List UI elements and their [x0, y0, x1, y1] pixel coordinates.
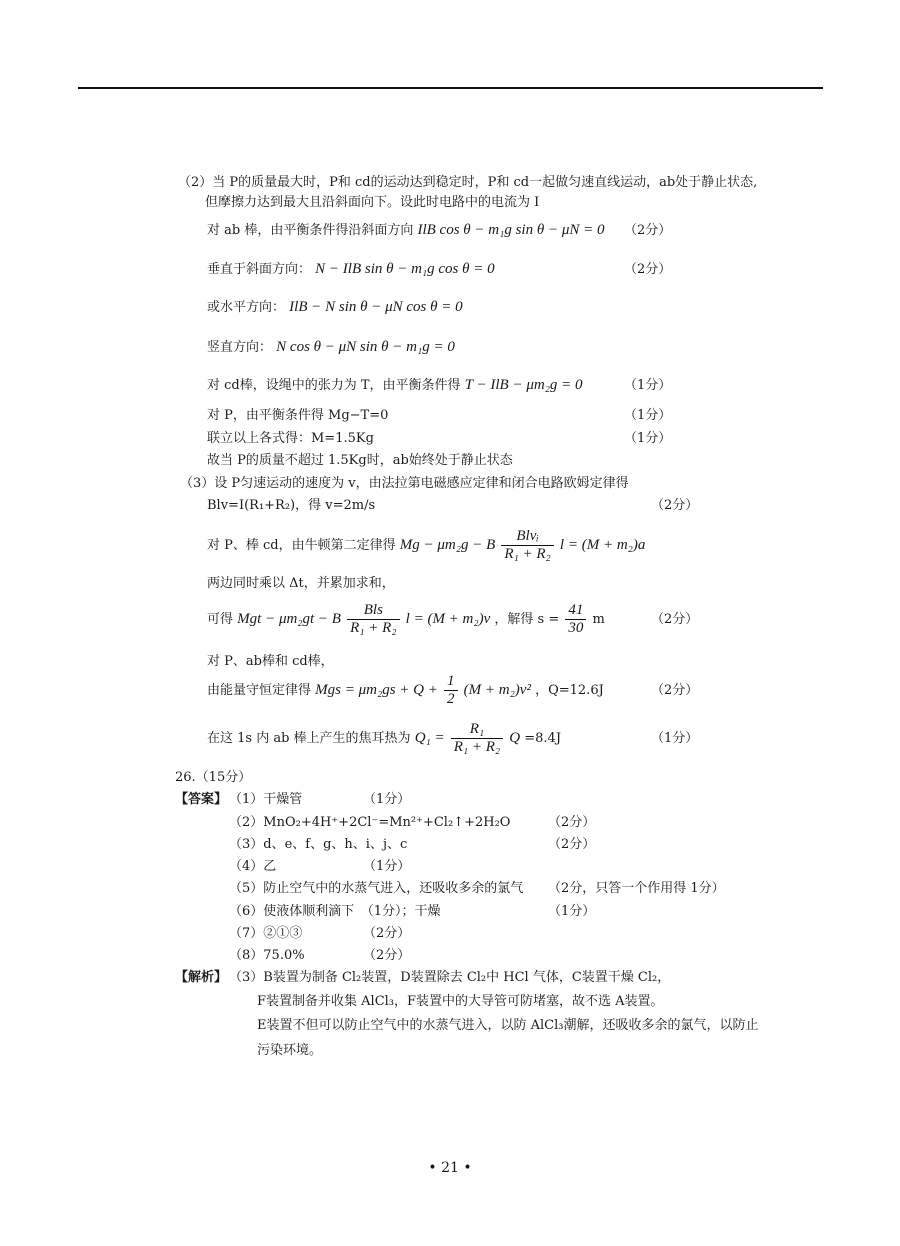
fraction-denominator: R₁ + R₂ [453, 739, 501, 755]
energy-rhs: (M + m₂)v² [463, 682, 531, 698]
points-badge: （1分） [548, 904, 596, 919]
q-value: ，Q=12.6J [535, 683, 604, 698]
fraction-numerator: Blvᵢ [501, 528, 553, 546]
points-badge: （1分） [624, 378, 672, 393]
analysis-line: F装置制备并收集 AlCl₃，F装置中的大导管可防堵塞，故不选 A装置。 [257, 994, 664, 1009]
multiply-line: 两边同时乘以 Δt，并累加求和， [207, 576, 395, 591]
joule-label: 在这 1s 内 ab 棒上产生的焦耳热为 [207, 731, 411, 746]
horizontal-row [207, 299, 463, 316]
newton-row [207, 527, 645, 564]
newton-label: 对 P、棒 cd，由牛顿第二定律得 [207, 538, 396, 553]
equation-vertical: N cos θ − μN sin θ − m₁g = 0 [276, 339, 455, 355]
q26-header: 26.（15分） [175, 770, 252, 785]
answer-item: （8）75.0% [229, 948, 305, 963]
joule-lhs: Q₁ = [414, 730, 445, 746]
joule-row [207, 720, 561, 757]
half-fraction [444, 673, 458, 708]
objects-line: 对 P、ab棒和 cd棒， [207, 654, 334, 669]
analysis-line: （3）B装置为制备 Cl₂装置，D装置除去 Cl₂中 HCl 气体，C装置干燥 Cl₂， [229, 970, 671, 985]
fraction-numerator: Bls [347, 602, 399, 620]
part3-intro: （3）设 P匀速运动的速度为 v，由法拉第电磁感应定律和闭合电路欧姆定律得 [180, 476, 629, 491]
equation-along-slope: IlB cos θ − m₁g sin θ − μN = 0 [417, 222, 605, 238]
answer-item: （2）MnO₂+4H⁺+2Cl⁻=Mn²⁺+Cl₂↑+2H₂O [229, 815, 511, 830]
analysis-line: 污染环境。 [257, 1043, 323, 1058]
joule-value: =8.4J [524, 731, 562, 746]
sum-label: 可得 [207, 612, 234, 627]
points-badge: （2分） [548, 815, 596, 830]
energy-lhs: Mgs = μm₂gs + Q + [315, 682, 438, 698]
p-equilibrium-line: 对 P，由平衡条件得 Mg−T=0 [207, 408, 389, 423]
points-badge: （2分） [548, 837, 596, 852]
fraction-numerator: 1 [444, 673, 458, 691]
header-rule [78, 87, 823, 89]
newton-lhs: Mg − μm₂g − B [399, 537, 496, 553]
fraction-numerator: 41 [565, 602, 586, 620]
sum-rhs: l = (M + m₂)v [405, 611, 491, 627]
fraction-denominator: R₁ + R₂ [504, 546, 551, 562]
analysis-tag: 【解析】 [175, 970, 228, 985]
part2-intro-line1: （2）当 P的质量最大时，P和 cd的运动达到稳定时，P和 cd一起做匀速直线运动，ab处于静止状态, [178, 175, 758, 190]
points-badge: （2分） [624, 262, 672, 277]
points-badge: （1分） [363, 792, 411, 807]
points-badge: （1分） [624, 431, 672, 446]
answer-item: （1）干燥管 [229, 792, 303, 807]
cd-row [207, 377, 583, 394]
energy-label: 由能量守恒定律得 [207, 683, 312, 698]
perp-label: 垂直于斜面方向： [207, 262, 312, 277]
fraction-denominator: R₁ + R₂ [350, 620, 397, 636]
points-badge: （2分） [651, 498, 699, 513]
perpendicular-row [207, 261, 495, 278]
vert-label: 竖直方向： [207, 340, 273, 355]
points-badge: （1分） [651, 731, 699, 746]
ab-equilibrium-row [207, 222, 605, 239]
equation-horizontal: IlB − N sin θ − μN cos θ = 0 [289, 299, 463, 315]
points-badge: （2分） [363, 926, 411, 941]
page-number: • 21 • [428, 1160, 472, 1176]
conclusion-line: 故当 P的质量不超过 1.5Kg时，ab始终处于静止状态 [207, 453, 513, 468]
points-badge: （2分） [651, 683, 699, 698]
newton-rhs: l = (M + m₂)a [559, 537, 646, 553]
points-badge: （2分） [624, 223, 672, 238]
solve-label: ，解得 s = [494, 612, 560, 627]
answer-item: （7）②①③ [229, 926, 303, 941]
s-unit: m [592, 612, 605, 627]
equation-cd: T − IlB − μm₂g = 0 [464, 377, 583, 393]
analysis-line: E装置不但可以防止空气中的水蒸气进入，以防 AlCl₃潮解，还吸收多余的氯气，以防止 [257, 1018, 759, 1033]
points-badge: （1分） [363, 859, 411, 874]
velocity-line: Blv=I(R₁+R₂)，得 v=2m/s [207, 498, 376, 513]
points-badge: （1分） [624, 408, 672, 423]
points-badge: （2分） [363, 948, 411, 963]
answer-item: （5）防止空气中的水蒸气进入，还吸收多余的氯气 [229, 881, 524, 896]
horiz-label: 或水平方向： [207, 300, 286, 315]
fraction-numerator: R₁ [451, 721, 503, 739]
energy-row [207, 672, 604, 709]
answer-item: （6）使液体顺利滴下 （1分）；干燥 [229, 904, 441, 919]
s-fraction [565, 602, 586, 637]
combine-line: 联立以上各式得：M=1.5Kg [207, 431, 374, 446]
vertical-row [207, 339, 455, 356]
points-badge: （2分，只答一个作用得 1分） [548, 881, 725, 896]
sum-row [207, 601, 605, 638]
newton-fraction [501, 528, 553, 563]
part2-intro-line2: 但摩擦力达到最大且沿斜面向下。设此时电路中的电流为 I [205, 195, 540, 210]
answer-item: （4）乙 [229, 859, 277, 874]
answer-item: （3）d、e、f、g、h、i、j、c [229, 837, 408, 852]
equation-perpendicular: N − IlB sin θ − m₁g cos θ = 0 [315, 261, 495, 277]
sum-fraction [347, 602, 399, 637]
fraction-denominator: 30 [568, 620, 584, 636]
answer-tag: 【答案】 [175, 792, 228, 807]
fraction-denominator: 2 [447, 691, 455, 707]
joule-rhs: Q [509, 730, 521, 746]
ab-label: 对 ab 棒，由平衡条件得沿斜面方向 [207, 223, 414, 238]
cd-label: 对 cd棒，设绳中的张力为 T，由平衡条件得 [207, 378, 461, 393]
points-badge: （2分） [651, 612, 699, 627]
sum-lhs: Mgt − μm₂gt − B [237, 611, 341, 627]
joule-fraction [451, 721, 503, 756]
